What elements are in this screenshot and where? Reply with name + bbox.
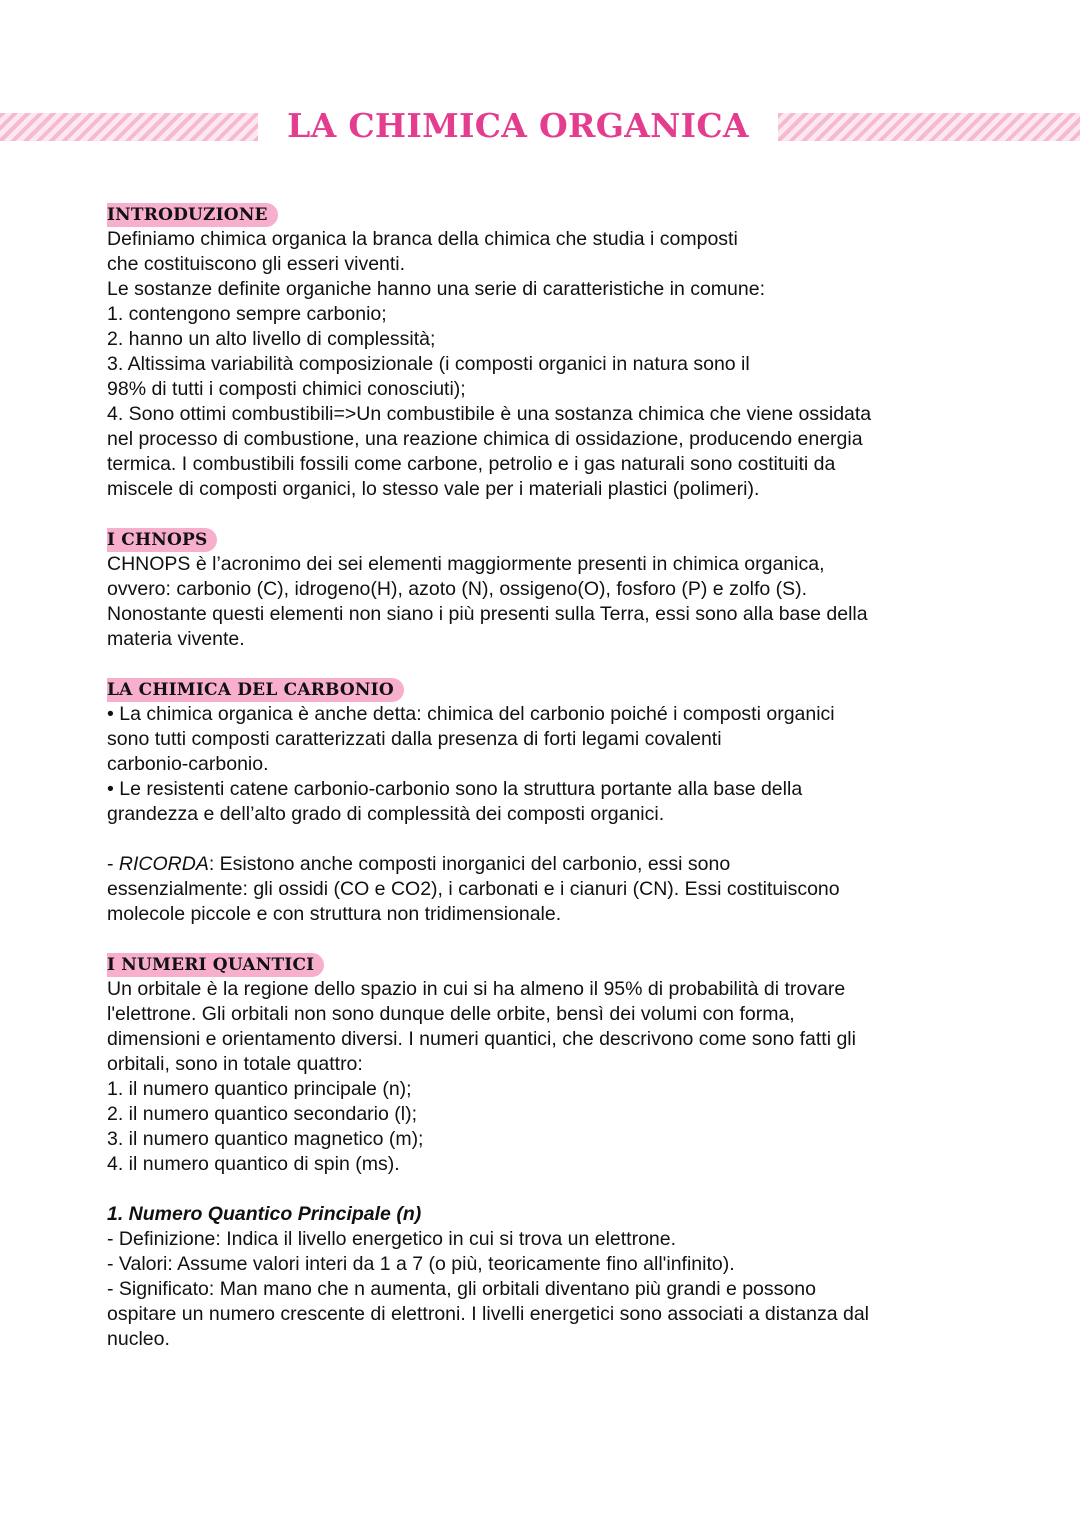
bullet-item: • Le resistenti catene carbonio-carbonio sono la struttura portante alla base della bbox=[107, 778, 803, 800]
text-line: l'elettrone. Gli orbitali non sono dunque delle orbite, bensì dei volumi con forma, bbox=[107, 1003, 795, 1025]
section-heading: I NUMERI QUANTICI bbox=[107, 953, 324, 977]
text-line: ovvero: carbonio (C), idrogeno(H), azoto (N), ossigeno(O), fosforo (P) e zolfo (S). bbox=[107, 578, 808, 600]
text-line: Un orbitale è la regione dello spazio in cui si ha almeno il 95% di probabilità di trovare bbox=[107, 978, 846, 1000]
title-banner bbox=[0, 104, 1080, 148]
text-line: Nonostante questi elementi non siano i più presenti sulla Terra, essi sono alla base della bbox=[107, 603, 868, 625]
note-text: : Esistono anche composti inorganici del carbonio, essi sono bbox=[208, 853, 731, 875]
section-chimica-del-carbonio bbox=[107, 677, 987, 927]
list-item: 1. il numero quantico principale (n); bbox=[107, 1078, 412, 1100]
note-prefix: - bbox=[107, 853, 119, 875]
list-item: 2. il numero quantico secondario (l); bbox=[107, 1103, 417, 1125]
subheading: 1. Numero Quantico Principale (n) bbox=[107, 1203, 422, 1225]
text-line: termica. I combustibili fossili come carbone, petrolio e i gas naturali sono costituiti da bbox=[107, 453, 836, 475]
note-line bbox=[107, 852, 987, 877]
text-line: ospitare un numero crescente di elettroni. I livelli energetici sono associati a distanza dal bbox=[107, 1303, 869, 1325]
text-line: Le sostanze definite organiche hanno una serie di caratteristiche in comune: bbox=[107, 278, 765, 300]
spacer bbox=[107, 1177, 987, 1202]
note-label: RICORDA bbox=[118, 853, 209, 875]
list-item: 2. hanno un alto livello di complessità; bbox=[107, 328, 436, 350]
text-line: essenzialmente: gli ossidi (CO e CO2), i carbonati e i cianuri (CN). Essi costituiscono bbox=[107, 878, 840, 900]
section-heading: I CHNOPS bbox=[107, 528, 217, 552]
text-line: 98% di tutti i composti chimici conosciuti); bbox=[107, 378, 466, 400]
section-chnops bbox=[107, 527, 987, 652]
list-item: 1. contengono sempre carbonio; bbox=[107, 303, 387, 325]
list-item: 3. Altissima variabilità composizionale (i composti organici in natura sono il bbox=[107, 353, 750, 375]
list-item: 4. il numero quantico di spin (ms). bbox=[107, 1153, 400, 1175]
bullet-item: • La chimica organica è anche detta: chimica del carbonio poiché i composti organici bbox=[107, 703, 835, 725]
document-body bbox=[107, 202, 987, 1352]
text-line: miscele di composti organici, lo stesso vale per i materiali plastici (polimeri). bbox=[107, 478, 760, 500]
text-line: che costituiscono gli esseri viventi. bbox=[107, 253, 406, 275]
text-line: orbitali, sono in totale quattro: bbox=[107, 1053, 363, 1075]
section-introduzione bbox=[107, 202, 987, 502]
section-numeri-quantici bbox=[107, 952, 987, 1352]
text-line: - Definizione: Indica il livello energetico in cui si trova un elettrone. bbox=[107, 1228, 677, 1250]
text-line: - Valori: Assume valori interi da 1 a 7 (o più, teoricamente fino all'infinito). bbox=[107, 1253, 735, 1275]
text-line: grandezza e dell’alto grado di complessità dei composti organici. bbox=[107, 803, 665, 825]
section-heading: LA CHIMICA DEL CARBONIO bbox=[107, 678, 404, 702]
text-line: sono tutti composti caratterizzati dalla presenza di forti legami covalenti bbox=[107, 728, 722, 750]
text-line: materia vivente. bbox=[107, 628, 245, 650]
decorative-stripe-right bbox=[778, 113, 1080, 141]
list-item: 4. Sono ottimi combustibili=>Un combustibile è una sostanza chimica che viene ossidata bbox=[107, 403, 872, 425]
text-line: carbonio-carbonio. bbox=[107, 753, 269, 775]
section-heading: INTRODUZIONE bbox=[107, 203, 278, 227]
page-title: LA CHIMICA ORGANICA bbox=[287, 106, 749, 145]
decorative-stripe-left bbox=[0, 113, 258, 141]
list-item: 3. il numero quantico magnetico (m); bbox=[107, 1128, 424, 1150]
text-line: - Significato: Man mano che n aumenta, gli orbitali diventano più grandi e possono bbox=[107, 1278, 816, 1300]
spacer bbox=[107, 827, 987, 852]
text-line: molecole piccole e con struttura non tridimensionale. bbox=[107, 903, 562, 925]
text-line: nucleo. bbox=[107, 1328, 170, 1350]
text-line: nel processo di combustione, una reazione chimica di ossidazione, producendo energia bbox=[107, 428, 863, 450]
text-line: dimensioni e orientamento diversi. I numeri quantici, che descrivono come sono fatti gli bbox=[107, 1028, 856, 1050]
text-line: Definiamo chimica organica la branca della chimica che studia i composti bbox=[107, 228, 738, 250]
text-line: CHNOPS è l’acronimo dei sei elementi maggiormente presenti in chimica organica, bbox=[107, 553, 825, 575]
